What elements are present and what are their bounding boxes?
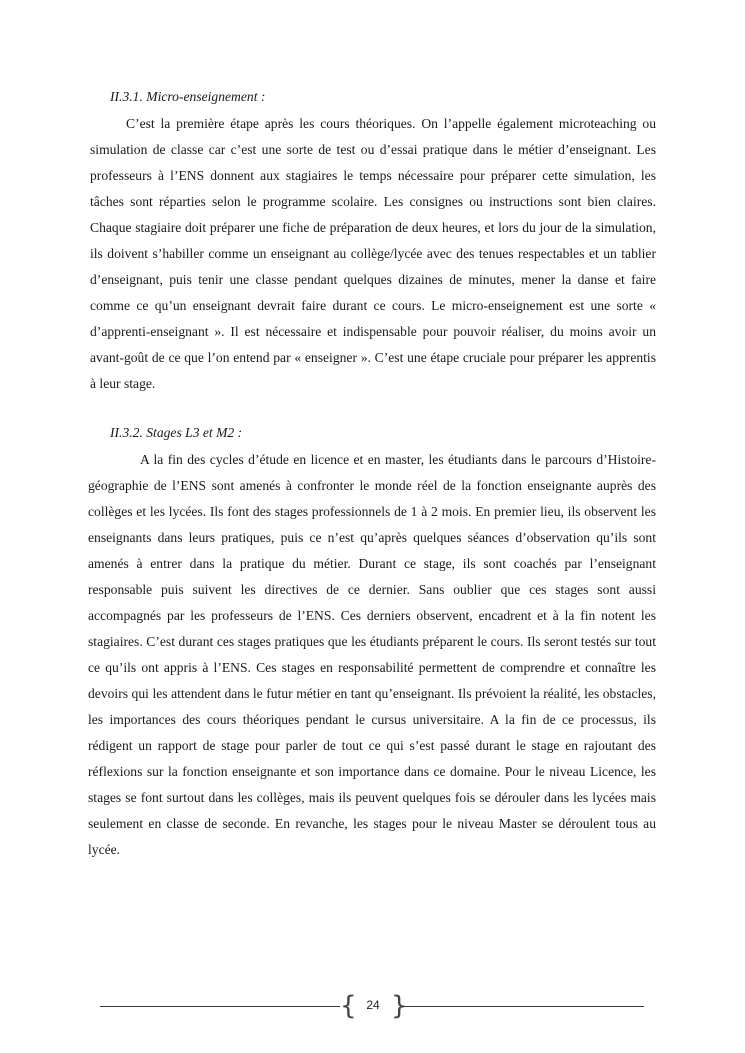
footer-bracket-left-icon: {: [340, 991, 357, 1021]
paragraph-micro-enseignement: C’est la première étape après les cours théoriques. On l’appelle également microteaching ou simulation de classe car c’est une sorte de test ou d’essai pratique dans le métier d’enseignant. Les professeurs à l’ENS donnent aux stagiaires le temps nécessaire pour préparer cette simulation, les tâches sont réparties selon le programme scolaire. Les consignes ou instructions sont bien claires. Chaque stagiaire doit préparer une fiche de préparation de deux heures, et lors du jour de la simulation, ils doivent s’habiller comme un enseignant au collège/lycée avec des tenues respectables et un tablier d’enseignant, puis tenir une classe pendant quelques dizaines de minutes, mener la danse et faire comme ce qu’un enseignant devrait faire durant ce cours. Le micro-enseignement est une sorte « d’apprenti-enseignant ». Il est nécessaire et indispensable pour pouvoir réaliser, du moins avoir un avant-goût de ce que l’on entend par « enseigner ». C’est une étape cruciale pour préparer les apprentis à leur stage.: [90, 116, 656, 391]
footer-bracket-right-icon: }: [391, 991, 408, 1021]
page-number: 24: [366, 998, 380, 1012]
section-heading-stages: II.3.2. Stages L3 et M2 :: [110, 425, 243, 440]
paragraph-stages: A la fin des cycles d’étude en licence et en master, les étudiants dans le parcours d’Histoire-géographie de l’ENS sont amenés à confronter le monde réel de la fonction enseignante auprès des collèges et les lycées. Ils font des stages professionnels de 1 à 2 mois. En premier lieu, ils observent les enseignants dans leurs pratiques, puis ce n’est qu’après quelques séances d’observation qu’ils sont amenés à entrer dans la pratique du métier. Durant ce stage, ils sont coachés par l’enseignant responsable puis suivent les directives de ce dernier. Sans oublier que ces stages sont aussi accompagnés par les professeurs de l’ENS. Ces derniers observent, encadrent et à la fin notent les stagiaires. C’est durant ces stages pratiques que les étudiants préparent le cours. Ils seront testés sur tout ce qu’ils ont appris à l’ENS. Ces stages en responsabilité permettent de comprendre et connaître les devoirs qui les attendent dans le futur métier en tant qu’enseignant. Ils prévoient la réalité, les obstacles, les importances des cours théoriques pendant le cursus universitaire. A la fin de ce processus, ils rédigent un rapport de stage pour parler de tout ce qui s’est passé durant le stage en rajoutant des réflexions sur la fonction enseignante et son importance dans ce domaine. Pour le niveau Licence, les stages se font surtout dans les collèges, mais ils peuvent quelques fois se dérouler dans les lycées mais seulement en classe de seconde. En revanche, les stages pour le niveau Master se déroulent tous au lycée.: [88, 452, 656, 857]
footer-rule-left: [100, 1006, 340, 1007]
footer-rule-right: [402, 1006, 644, 1007]
section-heading-micro-enseignement: II.3.1. Micro-enseignement :: [110, 89, 266, 104]
